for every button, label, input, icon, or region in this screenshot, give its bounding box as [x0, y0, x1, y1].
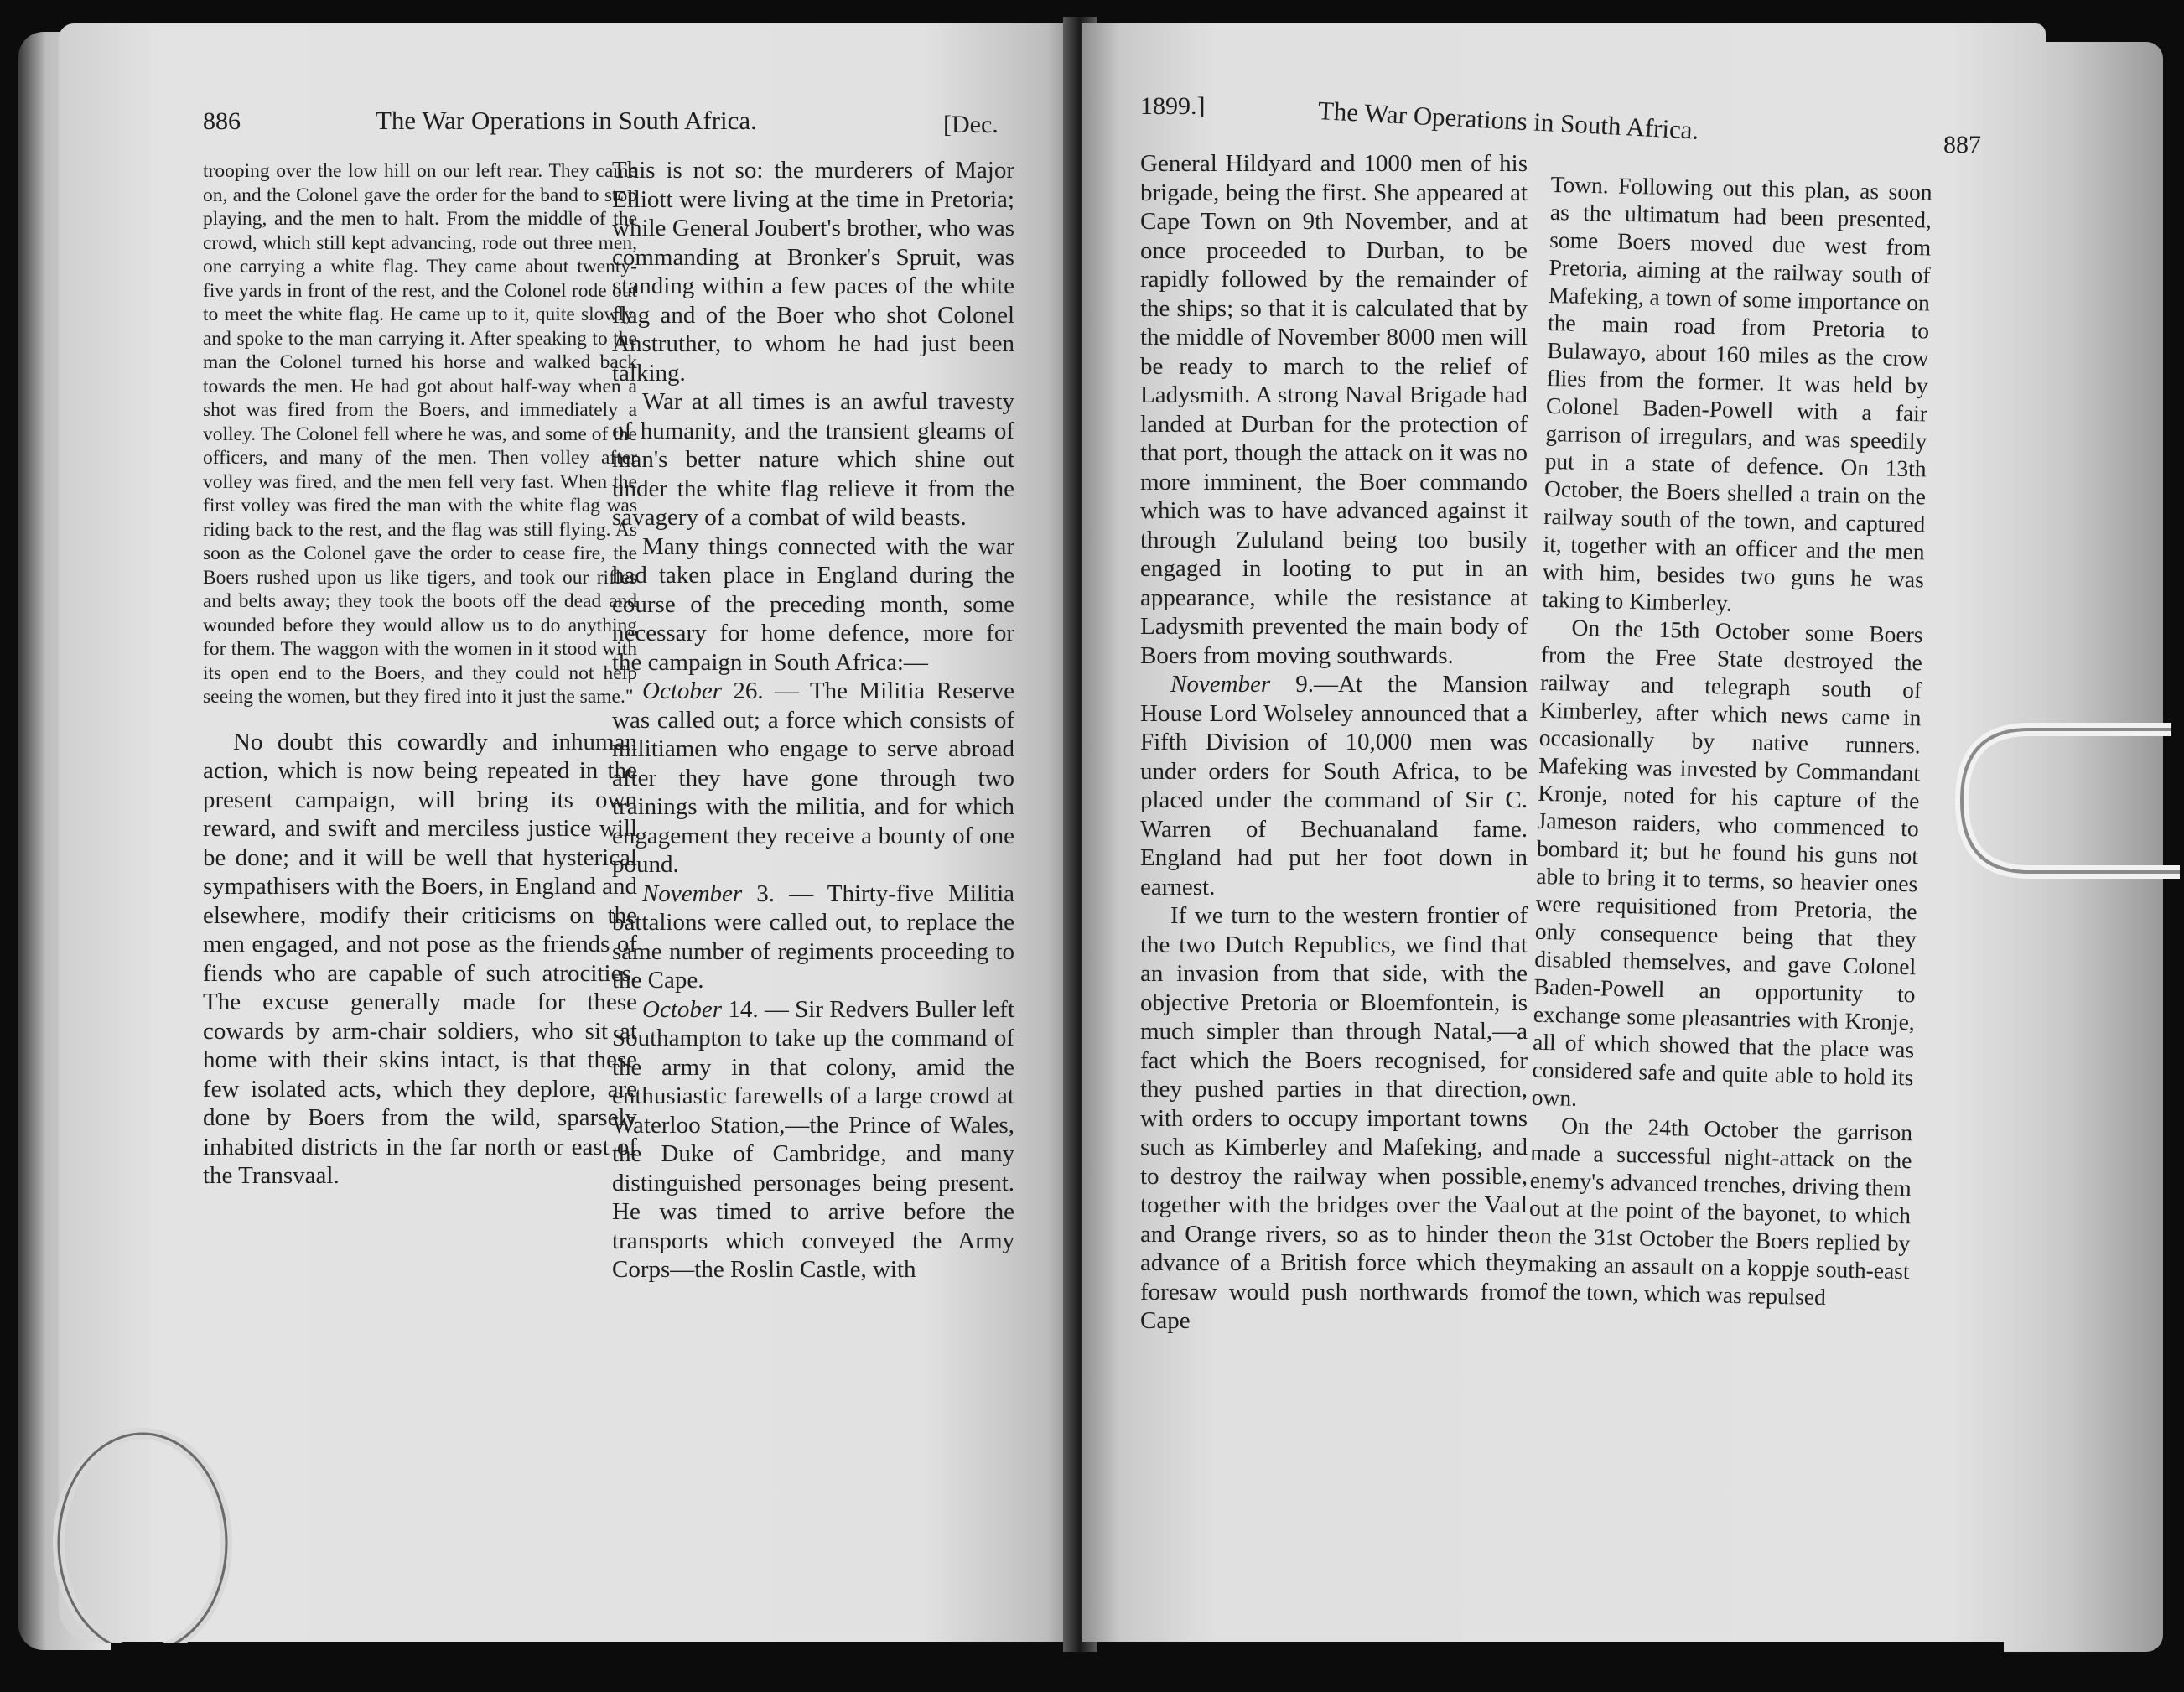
paragraph: On the 24th October the garrison made a successful night-attack on the enemy's advanced trenches, driving them out at the point of the bayonet, to which on the 31st October the Boers replied by making an assault on a koppje south-east of the town, which was repulsed [1527, 1112, 1913, 1311]
year-tag: 1899.] [1140, 92, 1206, 120]
right-column-1 [1140, 149, 1528, 1336]
dated-entry [1140, 670, 1528, 901]
entry-date: November [642, 880, 743, 907]
entry-text: 3. — Thirty-five Militia battalions were called out, to replace the same number of regiments proceeding to the Cape. [612, 880, 1014, 994]
paragraph: General Hildyard and 1000 men of his brigade, being the first. She appeared at Cape Town on 9th November, and at once proceeded to Durban, to be rapidly followed by the remainder of the ships; so that it is calculated that by the middle of November 8000 men will be ready to march to the relief of Ladysmith. A strong Naval Brigade had landed at Durban for the protection of that port, though the attack on it was no more imminent, the Boer commando which was to have advanced against it through Zululand being too busily engaged in looting to put in an appearance, while the resistance at Ladysmith prevented the main body of Boers from moving southwards. [1140, 150, 1528, 669]
right-page [1082, 23, 2046, 1642]
binder-ring-icon [17, 1392, 235, 1643]
paragraph: If we turn to the western frontier of the two Dutch Republics, we find that an invasion from that side, with the objective Pretoria or Bloemfontein, is much simpler than through Natal,—a fact which the Boers recognised, for they pushed parties in that direction, with orders to occupy important towns such as Kimberley and Mafeking, and to destroy the railway when possible, together with the bridges over the Vaal and Orange rivers, so as to hinder the advance of a British force which they foresaw would push northwards from Cape [1140, 902, 1528, 1334]
paragraph: Town. Following out this plan, as soon as the ultimatum had been presented, some Boers moved due west from Pretoria, aiming at the railway south of Mafeking, a town of some importance on the main road from Pretoria to Bulawayo, about 160 miles as the crow flies from the former. It was held by Colonel Baden-Powell with a fair garrison of irregulars, and was speedily put in a state of defence. On 13th October, the Boers shelled a train on the railway south of the town, and captured it, together with an officer and the men with him, besides two guns he was taking to Kimberley. [1541, 170, 1932, 616]
left-column-1 [203, 159, 637, 1191]
paragraph: Many things connected with the war had taken place in England during the course of the preceding month, some necessary for home defence, more for the campaign in South Africa:— [612, 532, 1014, 676]
dated-entry [612, 677, 1014, 880]
running-title-left: The War Operations in South Africa. [376, 106, 757, 135]
page-number-left: 886 [203, 107, 241, 135]
entry-date: October [642, 677, 723, 704]
right-column-2 [1528, 170, 1932, 1312]
entry-text: 26. — The Militia Reserve was called out; a force which consists of militiamen who engage to serve abroad after they have gone through two trainings with the militia, and for which engagement they receive a bounty of one pound. [612, 677, 1015, 878]
entry-text: 9.—At the Mansion House Lord Wolseley announced that a Fifth Division of 10,000 men was under orders for South Africa, to be placed under the command of Sir C. Warren of Bechuanaland fame. England had put her foot down in earnest. [1140, 671, 1528, 900]
entry-date: November [1170, 671, 1271, 698]
entry-date: October [642, 995, 723, 1023]
month-tag: [Dec. [943, 111, 999, 138]
paragraph: War at all times is an awful travesty of humanity, and the transient gleams of man's better nature which shine out under the white flag relieve it from the savagery of a combat of wild beasts. [612, 388, 1014, 531]
entry-text: 14. — Sir Redvers Buller left Southampton to take up the command of the army in that colony, amid the enthusiastic farewells of a large crowd at Waterloo Station,—the Prince of Wales, the Duke of Cambridge, and many distinguished personages being present. He was timed to arrive before the transports which conveyed the Army Corps—the Roslin Castle, with [612, 995, 1014, 1283]
paragraph: On the 15th October some Boers from the Free State destroyed the railway and telegraph south of Kimberley, after which news came in occasionally by native runners. Mafeking was invested by Commandant Kronje, noted for his capture of the Jameson raiders, who commenced to bombard it; but he found his guns not able to bring it to terms, so heavier ones were requisitioned from Pretoria, the only consequence being that they disabled themselves, and gave Colonel Baden-Powell an opportunity to exchange some pleasantries with Kronje, all of which showed that the place was considered safe and quite able to hold its own. [1531, 614, 1923, 1111]
page-number-right: 887 [1943, 131, 1981, 158]
left-column-2 [612, 156, 1014, 1285]
dated-entry [612, 880, 1014, 995]
quoted-account: trooping over the low hill on our left rear. They came on, and the Colonel gave the order for the band to stop playing, and the men to halt. From the middle of the crowd, which still kept advancing, rode out three men, one carrying a white flag. They came about twenty-five yards in front of the rest, and the Colonel rode out to meet the white flag. He came up to it, quite slowly, and spoke to the man carrying it. After speaking to the man the Colonel turned his horse and walked back towards the men. He had got about half-way when a shot was fired from the Boers, and immediately a volley. The Colonel fell where he was, and some of the officers, and many of the men. Then volley after volley was fired, and the men fell very fast. When the first volley was fired the man with the white flag was riding back to the rest, and the flag was still flying. As soon as the Colonel gave the order to cease fire, the Boers rushed upon us like tigers, and took our rifles and belts away; they took the boots off the dead and wounded before they would allow us to do anything for them. The waggon with the women in it stood with its open end to the Boers, and they could not help seeing the women, but they fired into it just the same." [203, 160, 637, 708]
paper-clip-icon [1928, 696, 2180, 906]
paragraph: This is not so: the murderers of Major Elliott were living at the time in Pretoria; while General Joubert's brother, who was commanding at Bronker's Spruit, was standing within a few paces of the white flag and of the Boer who shot Colonel Anstruther, to whom he had just been talking. [612, 157, 1014, 387]
running-title-right: The War Operations in South Africa. [1317, 96, 1700, 145]
paragraph: No doubt this cowardly and inhuman action, which is now being repeated in the present campaign, will bring its own reward, and swift and merciless justice will be done; and it will be well that hysterical sympathisers with the Boers, in England and elsewhere, modify their criticisms on the men engaged, and not pose as the friends of fiends who are capable of such atrocities. The excuse generally made for these cowards by arm-chair soldiers, who sit at home with their skins intact, is that these few isolated acts, which they deplore, are done by Boers from the wild, sparsely inhabited districts in the far north or east of the Transvaal. [203, 728, 637, 1189]
dated-entry [612, 995, 1014, 1285]
